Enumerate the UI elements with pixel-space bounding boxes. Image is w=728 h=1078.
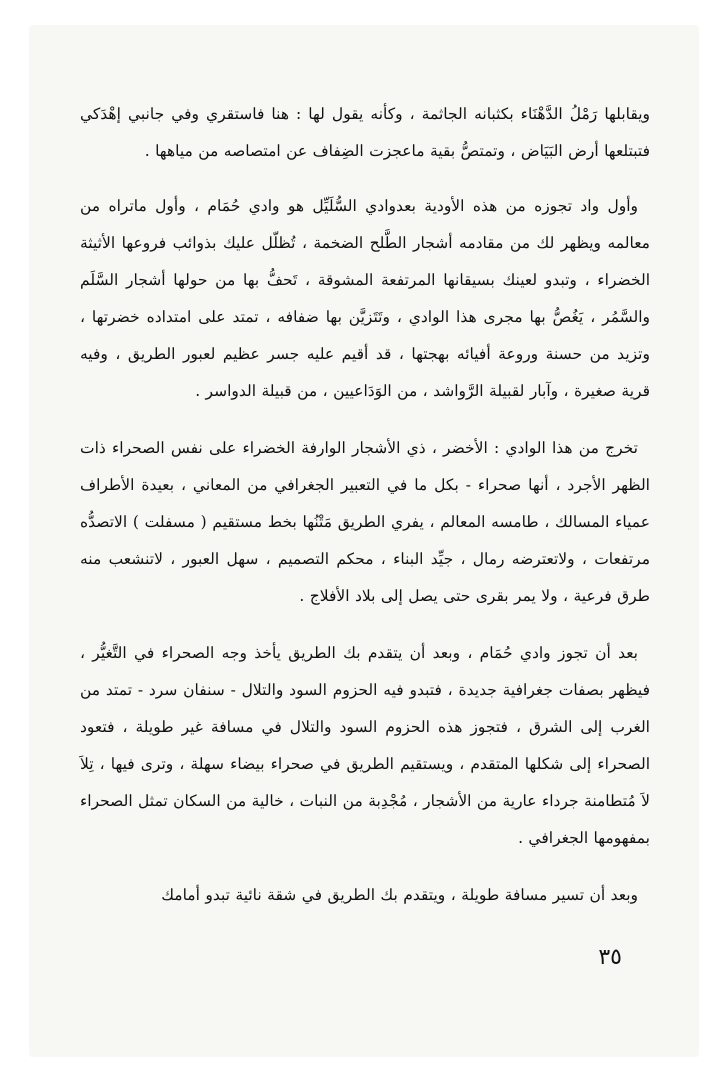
paragraph-5: وبعد أن تسير مسافة طويلة ، ويتقدم بك الطريق في شقة نائية تبدو أمامك [161, 886, 638, 904]
page-number: ٣٥ [598, 945, 622, 970]
body-text [80, 96, 650, 934]
paragraph-4: بعد أن تجوز وادي حُمَام ، وبعد أن يتقدم بك الطريق يأخذ وجه الصحراء في التَّغيُّر ، فيظهر بصفات جغرافية جديدة ، فتبدو فيه الحزوم السود والتلال - سنفان سرد - تمتد من الغرب إلى الشرق ، فتجوز هذه الحزوم السود والتلال في مسافة غير طويلة ، فتعود الصحراء إلى شكلها المتقدم ، ويستقيم الطريق في صحراء بيضاء سهلة ، وترى فيها ، تِلاَ لاَ مُتطامنة جرداء عارية من الأشجار ، مُجْدِبة من النبات ، خالية من السكان تمثل الصحراء بمفهومها الجغرافي . [80, 644, 650, 847]
paragraph-2: وأول واد تجوزه من هذه الأودية بعدوادي السُّلَيِّل هو وادي حُمَام ، وأول ماتراه من معالمه ويظهر لك من مقادمه أشجار الطَّلح الضخمة ، تُظلّل عليك بذوائب فروعها الأثيثة الخضراء ، وتبدو لعينك بسيقانها المرتفعة المشوقة ، تَحفُّ بها من حولها أشجار السَّلَم والسَّمُر ، يَغُصُّ بها مجرى هذا الوادي ، وتَتَزيَّن بها ضفافه ، تمتد على امتداده خضرتها ، وتزيد من حسنة وروعة أفيائه بهجتها ، قد أقيم عليه جسر عظيم لعبور الطريق ، وفيه قرية صغيرة ، وآبار لقبيلة الرَّواشد ، من الوَدَاعيين ، من قبيلة الدواسر . [80, 197, 650, 400]
page-scan [30, 26, 698, 1056]
paragraph-1: ويقابلها رَمْلُ الدَّهْنَاء بكثبانه الجاثمة ، وكأنه يقول لها : هنا فاستقري وفي جانبي إهْدَكي فتبتلعها أرض البَيَاض ، وتمتصُّ بقية ماعجزت الضِفاف عن امتصاصه من مياهها . [80, 105, 650, 160]
paragraph-3: تخرج من هذا الوادي : الأخضر ، ذي الأشجار الوارفة الخضراء على نفس الصحراء ذات الظهر الأجرد ، أنها صحراء - بكل ما في التعبير الجغرافي من المعاني ، بعيدة الأطراف عمياء المسالك ، طامسه المعالم ، يفري الطريق مَتْنُها بخط مستقيم ( مسفلت ) الاتصدُّه مرتفعات ، ولاتعترضه رمال ، جيِّد البناء ، محكم التصميم ، سهل العبور ، لاتنشعب منه طرق فرعية ، ولا يمر بقرى حتى يصل إلى بلاد الأفلاج . [80, 439, 650, 605]
